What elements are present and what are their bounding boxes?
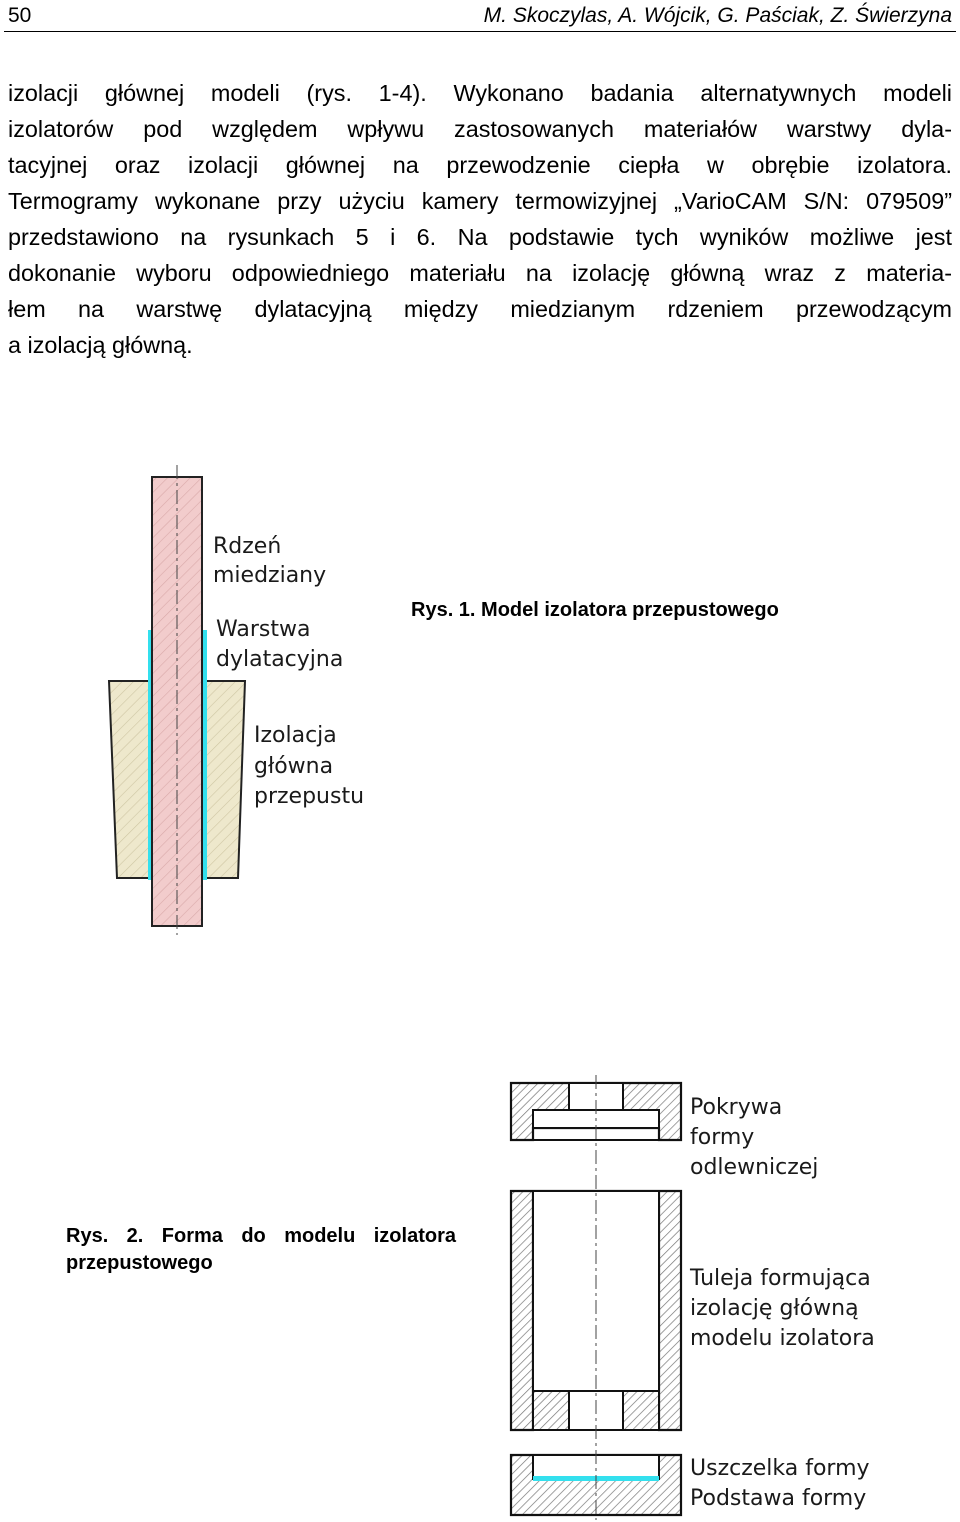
- figure-2-mould: [511, 1075, 875, 1520]
- page-number: 50: [8, 4, 32, 27]
- body-line: tacyjnej oraz izolacji głównej na przewodzenie ciepła w obrębie izolatora.: [8, 152, 952, 178]
- body-line: izolatorów pod względem wpływu zastosowanych materiałów warstwy dyla-: [8, 116, 952, 142]
- body-line: dokonanie wyboru odpowiedniego materiału na izolację główną wraz z materia-: [8, 260, 952, 286]
- label-dilatation-2: dylatacyjna: [216, 647, 344, 672]
- body-line: izolacji głównej modeli (rys. 1-4). Wykonano badania alternatywnych modeli: [8, 80, 952, 106]
- label-base: Podstawa formy: [690, 1486, 867, 1511]
- label-dilatation-1: Warstwa: [216, 617, 311, 642]
- label-cover-3: odlewniczej: [690, 1155, 819, 1180]
- body-line: Termogramy wykonane przy użyciu kamery termowizyjnej „VarioCAM S/N: 079509”: [8, 188, 952, 214]
- label-sleeve-1: Tuleja formująca: [690, 1266, 871, 1291]
- label-insulation-3: przepustu: [254, 784, 365, 809]
- figure-2-caption-line-2: przepustowego: [66, 1252, 213, 1274]
- label-core-1: Rdzeń: [213, 534, 282, 559]
- label-insulation-1: Izolacja: [254, 723, 337, 748]
- label-insulation-2: główna: [254, 754, 334, 779]
- figure-1-caption: Rys. 1. Model izolatora przepustowego: [411, 599, 779, 621]
- label-sleeve-3: modelu izolatora: [690, 1326, 875, 1351]
- body-line: łem na warstwę dylatacyjną między miedzianym rdzeniem przewodzącym: [8, 296, 952, 322]
- label-cover-1: Pokrywa: [690, 1095, 783, 1120]
- label-sleeve-2: izolację główną: [690, 1296, 859, 1321]
- figure-2-caption-line-1: Rys. 2. Forma do modelu izolatora: [66, 1225, 456, 1247]
- body-line: przedstawiono na rysunkach 5 i 6. Na podstawie tych wyników możliwe jest: [8, 224, 952, 250]
- label-core-2: miedziany: [213, 563, 327, 588]
- label-seal: Uszczelka formy: [690, 1456, 870, 1481]
- body-line: a izolacją główną.: [8, 332, 193, 358]
- running-authors: M. Skoczylas, A. Wójcik, G. Paściak, Z. Świerzyna: [483, 4, 952, 27]
- figure-2-caption: [66, 1223, 456, 1277]
- label-cover-2: formy: [690, 1125, 755, 1150]
